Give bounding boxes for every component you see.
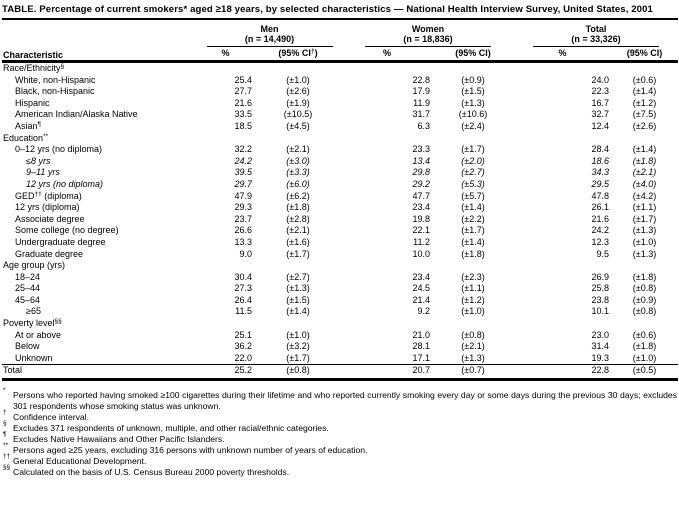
characteristic-header: Characteristic xyxy=(3,50,64,60)
cell-w-ci: (±1.5) xyxy=(461,86,485,97)
table-row xyxy=(2,156,678,168)
cell-m-pct: 29.7 xyxy=(234,178,252,189)
cell-t-pct: 25.8 xyxy=(591,283,609,294)
table-body xyxy=(2,62,678,378)
cell-w-pct: 23.4 xyxy=(412,202,430,213)
footnotes xyxy=(2,387,678,478)
cell-m-pct: 27.3 xyxy=(234,283,252,294)
cell-w-ci: (±1.7) xyxy=(461,144,485,155)
footnote-text: Excludes Native Hawaiians and Other Pacific Islanders. xyxy=(13,434,225,445)
row-label xyxy=(2,330,197,342)
footnote-text: Calculated on the basis of U.S. Census Bureau 2000 poverty thresholds. xyxy=(13,467,290,478)
men-pct-header: % xyxy=(221,48,230,58)
cell-w-pct: 19.8 xyxy=(412,213,430,224)
cell-t-pct: 18.6 xyxy=(591,155,609,166)
row-label-text: Total xyxy=(3,365,23,376)
cell-w-pct: 11.9 xyxy=(413,97,430,108)
cell-m-ci: (±2.7) xyxy=(286,271,310,282)
footnote-text: Persons who reported having smoked ≥100 cigarettes during their lifetime and who reported currently smoking every day or some days during the previous 30 days; excludes 301 respondents whose smoking status was unknown. xyxy=(13,390,677,412)
cell-m-pct: 23.7 xyxy=(234,213,252,224)
row-label-text: Some college (no degree) xyxy=(15,225,119,236)
section-row xyxy=(2,260,678,272)
row-label-text: Hispanic xyxy=(15,97,50,108)
cell-t-pct: 47.8 xyxy=(591,190,609,201)
cell-t-ci: (±0.6) xyxy=(632,74,657,85)
table-row xyxy=(2,214,678,226)
table-row xyxy=(2,237,678,249)
cell-w-pct: 28.1 xyxy=(412,341,430,352)
cell-t-ci: (±1.0) xyxy=(632,352,657,363)
cell-m-pct: 29.3 xyxy=(234,202,252,213)
table-row xyxy=(2,75,678,87)
table-row xyxy=(2,353,678,365)
cell-m-ci: (±1.7) xyxy=(286,352,310,363)
table-row xyxy=(2,121,678,133)
cell-w-pct: 24.5 xyxy=(412,283,430,294)
cell-w-ci: (±1.4) xyxy=(461,236,485,247)
women-group-header xyxy=(342,23,514,47)
women-n: (n = 18,836) xyxy=(403,34,453,44)
cell-t-pct: 26.9 xyxy=(591,271,609,282)
cell-w-pct: 21.4 xyxy=(412,294,430,305)
cell-w-ci: (±2.7) xyxy=(461,167,485,178)
cell-w-pct: 22.8 xyxy=(412,74,430,85)
cell-w-pct: 13.4 xyxy=(412,155,430,166)
row-label-suffix: (diploma) xyxy=(41,190,82,201)
total-label: Total xyxy=(585,24,607,34)
footnote: * Persons who reported having smoked ≥100 cigarettes during their lifetime and who reported currently smoking every day or some days during the previous 30 days; excludes 301 respondents whose smoking status was unknown. xyxy=(3,387,677,412)
row-label xyxy=(2,353,197,365)
table-row xyxy=(2,295,678,307)
row-label-text: Unknown xyxy=(15,352,53,363)
row-label xyxy=(2,249,197,261)
footnote-text: Persons aged ≥25 years, excluding 316 persons with unknown number of years of education. xyxy=(13,445,368,456)
cell-t-pct: 28.4 xyxy=(591,144,609,155)
row-label-text: GED xyxy=(15,190,35,201)
cell-t-pct: 16.7 xyxy=(591,97,609,108)
women-ci-text: (95% CI xyxy=(455,48,488,58)
cell-t-pct: 22.8 xyxy=(514,365,611,377)
cell-m-ci: (±1.6) xyxy=(286,236,310,247)
cell-t-pct: 23.8 xyxy=(591,294,609,305)
cell-w-pct: 47.7 xyxy=(412,190,430,201)
cell-m-pct: 25.1 xyxy=(234,329,252,340)
cell-m-pct: 26.4 xyxy=(234,294,252,305)
cell-t-pct: 31.4 xyxy=(591,341,609,352)
row-label-text: Undergraduate degree xyxy=(15,236,106,247)
cell-m-ci: (±2.1) xyxy=(286,144,310,155)
cell-w-ci: (±2.1) xyxy=(461,341,485,352)
table-row xyxy=(2,167,678,179)
cell-t-pct: 9.5 xyxy=(596,248,609,259)
footnote-marker: ¶ xyxy=(37,120,42,128)
cell-w-pct: 6.3 xyxy=(417,120,430,131)
cell-t-ci: (±0.5) xyxy=(611,365,678,377)
footnote-marker: †† xyxy=(34,190,42,198)
footnote: † Confidence interval. xyxy=(3,409,89,423)
section-row xyxy=(2,62,678,75)
row-label xyxy=(2,121,197,133)
row-label-text: Asian xyxy=(15,120,38,131)
cell-w-ci: (±2.4) xyxy=(461,120,485,131)
cell-w-ci: (±0.7) xyxy=(432,365,514,377)
cell-t-ci: (±1.4) xyxy=(632,144,657,155)
total-ci-header xyxy=(611,47,678,62)
row-label xyxy=(2,237,197,249)
cell-m-ci: (±1.8) xyxy=(286,202,310,213)
women-ci-close: ) xyxy=(487,48,491,58)
women-pct-header: % xyxy=(382,48,391,58)
row-label-text: ≥65 xyxy=(26,306,41,317)
cell-w-ci: (±2.2) xyxy=(461,213,485,224)
table-row xyxy=(2,272,678,284)
cell-t-pct: 29.5 xyxy=(591,178,609,189)
cell-m-ci: (±2.6) xyxy=(286,86,310,97)
cell-t-pct: 12.4 xyxy=(591,120,609,131)
cell-w-pct: 11.2 xyxy=(413,236,430,247)
footnote: ¶ Excludes Native Hawaiians and Other Pacific Islanders. xyxy=(3,431,225,445)
row-label-text: 9–11 yrs xyxy=(26,167,60,178)
cell-w-ci: (±1.7) xyxy=(461,225,485,236)
cell-t-ci: (±0.8) xyxy=(632,306,657,317)
cell-w-ci: (±0.8) xyxy=(461,329,485,340)
row-label xyxy=(2,133,678,145)
cell-w-ci: (±5.3) xyxy=(461,178,485,189)
cell-w-ci: (±5.7) xyxy=(461,190,485,201)
cell-m-pct: 21.6 xyxy=(234,97,252,108)
cell-m-ci: (±6.0) xyxy=(286,178,310,189)
row-label-text: Below xyxy=(15,341,40,352)
cell-m-ci: (±1.5) xyxy=(286,294,310,305)
section-row xyxy=(2,133,678,145)
section-row xyxy=(2,318,678,330)
cell-t-ci: (±1.2) xyxy=(632,97,657,108)
row-label-text: Graduate degree xyxy=(15,248,84,259)
row-label-text: Associate degree xyxy=(15,213,85,224)
smokers-table xyxy=(2,23,678,377)
row-label-text: White, non-Hispanic xyxy=(15,74,96,85)
cell-m-ci: (±10.5) xyxy=(283,109,313,120)
row-label xyxy=(2,62,678,75)
cell-t-ci: (±1.4) xyxy=(632,86,657,97)
men-ci-sup: † xyxy=(310,48,315,55)
cell-m-ci: (±2.8) xyxy=(286,213,310,224)
table-row xyxy=(2,86,678,98)
total-n: (n = 33,326) xyxy=(571,34,621,44)
cell-t-ci: (±4.2) xyxy=(632,190,657,201)
table-row xyxy=(2,306,678,318)
cell-m-ci: (±3.3) xyxy=(286,167,310,178)
footnote-marker: § xyxy=(60,63,65,70)
table-title: TABLE. Percentage of current smokers* aged ≥18 years, by selected characteristics — National Health Interview Survey, United States, 2001 xyxy=(2,4,653,15)
table-row xyxy=(2,202,678,214)
cell-w-ci: (±2.0) xyxy=(461,155,485,166)
table-bottom-rule xyxy=(2,378,678,381)
cell-m-pct: 18.5 xyxy=(234,120,252,131)
cell-t-pct: 22.3 xyxy=(591,86,609,97)
row-label-text: Education xyxy=(3,132,44,143)
cell-w-pct: 21.0 xyxy=(412,329,430,340)
cell-t-ci: (±1.8) xyxy=(632,271,657,282)
cell-w-pct: 9.2 xyxy=(417,306,430,317)
total-row xyxy=(2,365,678,377)
row-label xyxy=(2,75,197,87)
row-label-text: ≤8 yrs xyxy=(26,155,51,166)
row-label xyxy=(2,214,197,226)
men-ci-header xyxy=(254,47,342,62)
cell-w-pct: 29.8 xyxy=(412,167,430,178)
cell-t-ci: (±0.6) xyxy=(632,329,657,340)
cell-m-pct: 25.4 xyxy=(234,74,252,85)
cell-t-pct: 34.3 xyxy=(591,167,609,178)
cell-t-ci: (±0.9) xyxy=(632,294,657,305)
row-label xyxy=(2,260,678,272)
row-label xyxy=(2,179,197,191)
footnote: §§ Calculated on the basis of U.S. Census Bureau 2000 poverty thresholds. xyxy=(3,464,290,478)
title-divider xyxy=(2,18,678,21)
footnote-text: Excludes 371 respondents of unknown, multiple, and other racial/ethnic categories. xyxy=(13,423,329,434)
row-label xyxy=(2,295,197,307)
row-label-text: Poverty level xyxy=(3,318,55,329)
cell-t-pct: 32.7 xyxy=(591,109,609,120)
cell-t-ci: (±1.8) xyxy=(632,341,657,352)
cell-t-ci: (±2.1) xyxy=(632,167,657,178)
cell-w-ci: (±1.1) xyxy=(461,283,485,294)
cell-m-pct: 36.2 xyxy=(234,341,252,352)
men-label: Men xyxy=(260,24,279,34)
cell-w-pct: 20.7 xyxy=(342,365,432,377)
cell-m-pct: 47.9 xyxy=(234,190,252,201)
cell-m-pct: 26.6 xyxy=(234,225,252,236)
footnote: § Excludes 371 respondents of unknown, multiple, and other racial/ethnic categories. xyxy=(3,420,329,434)
cell-w-pct: 23.4 xyxy=(412,271,430,282)
footnote-marker: ** xyxy=(43,132,49,140)
cell-m-pct: 33.5 xyxy=(234,109,252,120)
cell-m-ci: (±2.1) xyxy=(286,225,310,236)
table-row xyxy=(2,283,678,295)
cell-t-ci: (±0.8) xyxy=(632,283,657,294)
row-label xyxy=(2,306,197,318)
cell-m-pct: 39.5 xyxy=(234,167,252,178)
cell-t-pct: 24.2 xyxy=(591,225,609,236)
row-label-text: 25–44 xyxy=(15,283,41,294)
row-label xyxy=(2,272,197,284)
table-row xyxy=(2,341,678,353)
women-label: Women xyxy=(411,24,445,34)
row-label-text: 18–24 xyxy=(15,271,41,282)
cell-t-ci: (±1.3) xyxy=(632,225,657,236)
cell-m-ci: (±3.2) xyxy=(286,341,310,352)
cell-t-ci: (±4.0) xyxy=(632,178,657,189)
row-label xyxy=(2,341,197,353)
cell-w-pct: 17.9 xyxy=(412,86,430,97)
cell-w-pct: 23.3 xyxy=(412,144,430,155)
cell-m-pct: 22.0 xyxy=(234,352,252,363)
cell-m-ci: (±3.0) xyxy=(286,155,310,166)
cell-w-pct: 10.0 xyxy=(412,248,430,259)
row-label xyxy=(2,283,197,295)
row-label-text: 45–64 xyxy=(15,294,41,305)
cell-w-ci: (±0.9) xyxy=(461,74,485,85)
cell-w-ci: (±2.3) xyxy=(461,271,485,282)
cell-m-pct: 11.5 xyxy=(235,306,252,317)
cell-t-pct: 10.1 xyxy=(591,306,609,317)
table-row xyxy=(2,249,678,261)
row-label-text: Black, non-Hispanic xyxy=(15,86,95,97)
table-row xyxy=(2,109,678,121)
cell-t-pct: 12.3 xyxy=(591,236,609,247)
cell-m-ci: (±1.0) xyxy=(286,329,310,340)
row-label xyxy=(2,202,197,214)
cell-t-ci: (±7.5) xyxy=(632,109,657,120)
cell-t-pct: 19.3 xyxy=(591,352,609,363)
cell-w-ci: (±10.6) xyxy=(458,109,488,120)
row-label-text: 12 yrs (diploma) xyxy=(15,202,80,213)
cell-w-pct: 31.7 xyxy=(412,109,430,120)
men-n: (n = 14,490) xyxy=(244,34,295,44)
row-label xyxy=(2,167,197,179)
cell-m-pct: 25.2 xyxy=(197,365,254,377)
cell-m-pct: 27.7 xyxy=(234,86,252,97)
footnote: ** Persons aged ≥25 years, excluding 316 persons with unknown number of years of education. xyxy=(3,442,368,456)
cell-m-pct: 32.2 xyxy=(234,144,252,155)
footnote-text: Confidence interval. xyxy=(13,412,89,423)
table-row xyxy=(2,179,678,191)
cell-t-ci: (±1.3) xyxy=(632,248,657,259)
row-label-text: At or above xyxy=(15,329,62,340)
cell-w-ci: (±1.3) xyxy=(461,97,485,108)
cell-m-pct: 24.2 xyxy=(234,155,252,166)
cell-m-ci: (±1.3) xyxy=(286,283,310,294)
row-label-text: Race/Ethnicity xyxy=(3,63,61,73)
row-label xyxy=(2,144,197,156)
cell-w-ci: (±1.8) xyxy=(461,248,485,259)
cell-w-ci: (±1.2) xyxy=(461,294,485,305)
cell-t-ci: (±1.7) xyxy=(632,213,657,224)
total-pct-header: % xyxy=(558,48,567,58)
cell-m-ci: (±1.4) xyxy=(286,306,310,317)
cell-t-ci: (±1.1) xyxy=(632,202,657,213)
cell-t-pct: 26.1 xyxy=(591,202,609,213)
row-label xyxy=(2,225,197,237)
cell-t-pct: 21.6 xyxy=(591,213,609,224)
men-ci-text: (95% CI xyxy=(278,48,311,58)
row-label xyxy=(2,86,197,98)
cell-w-ci: (±1.4) xyxy=(461,202,485,213)
cell-t-pct: 24.0 xyxy=(591,74,609,85)
row-label xyxy=(2,98,197,110)
men-group-header xyxy=(197,23,342,47)
cell-w-pct: 22.1 xyxy=(412,225,430,236)
cell-w-ci: (±1.3) xyxy=(461,352,485,363)
cell-t-ci: (±2.6) xyxy=(632,120,657,131)
table-row xyxy=(2,144,678,156)
cell-m-ci: (±1.7) xyxy=(286,248,310,259)
cell-w-ci: (±1.0) xyxy=(461,306,485,317)
row-label xyxy=(2,365,197,377)
row-label xyxy=(2,318,678,330)
men-ci-close: ) xyxy=(314,48,318,58)
table-row xyxy=(2,330,678,342)
table-header xyxy=(2,23,678,62)
cell-m-ci: (±6.2) xyxy=(286,190,310,201)
cell-m-ci: (±4.5) xyxy=(286,120,310,131)
row-label xyxy=(2,191,197,203)
table-row xyxy=(2,191,678,203)
table-row xyxy=(2,225,678,237)
cell-m-pct: 13.3 xyxy=(234,236,252,247)
cell-m-ci: (±1.9) xyxy=(286,97,310,108)
total-ci-text: (95% CI xyxy=(626,48,660,58)
row-label-text: 12 yrs (no diploma) xyxy=(26,178,104,189)
women-ci-header xyxy=(432,47,514,62)
total-group-header xyxy=(514,23,678,47)
cell-t-ci: (±1.8) xyxy=(632,155,657,166)
cell-w-pct: 29.2 xyxy=(412,178,430,189)
cell-m-pct: 30.4 xyxy=(234,271,252,282)
cell-m-pct: 9.0 xyxy=(239,248,252,259)
row-label-text: American Indian/Alaska Native xyxy=(15,109,138,120)
row-label-text: Age group (yrs) xyxy=(3,260,66,271)
footnote: †† General Educational Development. xyxy=(3,453,147,467)
table-row xyxy=(2,98,678,110)
cell-t-pct: 23.0 xyxy=(591,329,609,340)
cell-m-ci: (±0.8) xyxy=(254,365,342,377)
total-ci-close: ) xyxy=(659,48,663,58)
cell-w-pct: 17.1 xyxy=(412,352,430,363)
cell-m-ci: (±1.0) xyxy=(286,74,310,85)
footnote-marker: §§ xyxy=(54,318,62,326)
row-label xyxy=(2,156,197,168)
footnote-text: General Educational Development. xyxy=(13,456,147,467)
row-label-text: 0–12 yrs (no diploma) xyxy=(15,144,103,155)
cell-t-ci: (±1.0) xyxy=(632,236,657,247)
row-label xyxy=(2,109,197,121)
